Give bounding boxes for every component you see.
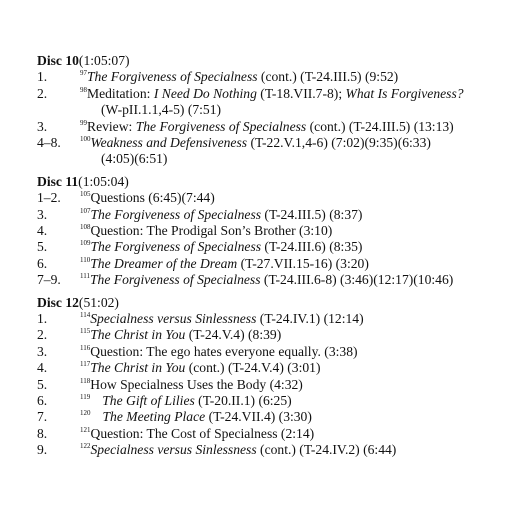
- footnote-marker: 111: [80, 272, 90, 281]
- track-text: (T-20.II.1) (6:25): [194, 393, 292, 409]
- track-row: [37, 360, 502, 376]
- track-number: 7.: [37, 409, 48, 425]
- track-description: [80, 327, 502, 343]
- work-title: The Forgiveness of Specialness: [90, 206, 262, 222]
- work-title: Specialness versus Sinlessness: [90, 311, 257, 327]
- track-line: [80, 327, 502, 343]
- footnote-marker: 105: [80, 190, 91, 199]
- track-line: [80, 344, 502, 360]
- track-number: 3.: [37, 118, 48, 134]
- track-row: [37, 442, 502, 458]
- track-description: [80, 426, 502, 442]
- track-row: [37, 344, 502, 360]
- track-line: [80, 239, 502, 255]
- track-number: 3.: [37, 343, 48, 359]
- track-number: 8.: [37, 425, 48, 441]
- track-description: [80, 119, 502, 135]
- track-text: (T-18.VII.7-8);: [256, 85, 346, 101]
- track-number: 6.: [37, 255, 48, 271]
- track-description: [80, 377, 502, 393]
- footnote-marker: 116: [80, 343, 91, 352]
- track-text: (T-24.III.5) (8:37): [261, 206, 363, 222]
- track-description: [80, 223, 502, 239]
- track-number: 5.: [37, 239, 48, 255]
- track-text: Questions (6:45)(7:44): [90, 190, 215, 206]
- work-title: The Forgiveness of Specialness: [89, 272, 261, 288]
- track-line: [80, 207, 502, 223]
- work-title: The Forgiveness of Specialness: [87, 69, 258, 85]
- footnote-marker: 100: [80, 135, 91, 144]
- track-description: [80, 135, 502, 168]
- track-text: Review:: [87, 118, 136, 134]
- work-title: I Need Do Nothing: [153, 85, 257, 101]
- track-number: 4.: [37, 360, 48, 376]
- footnote-marker: 117: [80, 360, 91, 369]
- disc-heading: [37, 295, 502, 311]
- track-text: Question: The Prodigal Son’s Brother (3:10): [90, 223, 333, 239]
- track-text: (4:05)(6:51): [101, 151, 168, 167]
- track-line: [80, 190, 502, 206]
- track-row: [37, 223, 502, 239]
- track-line: [80, 360, 502, 376]
- track-line: [80, 86, 502, 102]
- track-number: 6.: [37, 393, 48, 409]
- work-title: Weakness and Defensiveness: [90, 135, 248, 151]
- footnote-marker: 120: [80, 409, 91, 418]
- track-number: 5.: [37, 376, 48, 392]
- track-text: Question: The Cost of Specialness (2:14): [90, 425, 315, 441]
- disc-heading: [37, 53, 502, 69]
- track-text: (T-22.V.1,4-6) (7:02)(9:35)(6:33): [247, 135, 431, 151]
- footnote-marker: 118: [80, 376, 91, 385]
- track-row: [37, 327, 502, 343]
- track-description: [80, 311, 502, 327]
- track-row: [37, 119, 502, 135]
- track-text: (T-24.IV.1) (12:14): [256, 311, 364, 327]
- track-row: [37, 86, 502, 119]
- track-number: 1.: [37, 311, 48, 327]
- track-text: (cont.) (T-24.III.5) (9:52): [257, 69, 399, 85]
- track-line: [80, 272, 502, 288]
- track-description: [80, 409, 502, 425]
- work-title: The Meeting Place: [102, 409, 206, 425]
- work-title: The Christ in You: [90, 360, 186, 376]
- track-line: [80, 409, 502, 425]
- track-line: [80, 256, 502, 272]
- track-description: [80, 86, 502, 119]
- track-description: [80, 207, 502, 223]
- work-title: The Forgiveness of Specialness: [135, 118, 307, 134]
- work-title: What Is Forgiveness?: [345, 85, 464, 101]
- track-listing: [37, 53, 502, 465]
- track-row: [37, 393, 502, 409]
- footnote-marker: 98: [80, 85, 87, 94]
- track-line: [80, 135, 502, 151]
- track-text: (cont.) (T-24.IV.2) (6:44): [256, 442, 397, 458]
- footnote-marker: 107: [80, 206, 91, 215]
- track-description: [80, 190, 502, 206]
- track-text: (T-24.III.6-8) (3:46)(12:17)(10:46): [260, 272, 454, 288]
- track-text: (T-24.III.6) (8:35): [261, 239, 363, 255]
- track-description: [80, 239, 502, 255]
- disc-section: [37, 295, 502, 459]
- track-number: 3.: [37, 206, 48, 222]
- footnote-marker: 115: [80, 327, 91, 336]
- footnote-marker: 121: [80, 425, 91, 434]
- track-text: (T-24.VII.4) (3:30): [205, 409, 312, 425]
- footnote-marker: 109: [80, 239, 91, 248]
- disc-title: Disc 12: [37, 294, 79, 310]
- footnote-marker: 99: [80, 118, 87, 127]
- track-line-continuation: [80, 151, 502, 167]
- track-row: [37, 409, 502, 425]
- track-row: [37, 426, 502, 442]
- track-line: [80, 223, 502, 239]
- track-line-continuation: [80, 102, 502, 118]
- track-row: [37, 256, 502, 272]
- footnote-marker: 110: [80, 255, 91, 264]
- disc-title: Disc 10: [37, 53, 79, 68]
- track-row: [37, 207, 502, 223]
- track-number: 1.: [37, 69, 48, 85]
- track-description: [80, 442, 502, 458]
- work-title: Specialness versus Sinlessness: [90, 442, 257, 458]
- work-title: The Christ in You: [90, 327, 186, 343]
- work-title: The Gift of Lilies: [102, 393, 195, 409]
- track-line: [80, 119, 502, 135]
- track-text: Meditation:: [87, 85, 154, 101]
- footnote-marker: 122: [80, 442, 91, 451]
- footnote-marker: 114: [80, 311, 91, 320]
- track-line: [80, 69, 502, 85]
- track-row: [37, 135, 502, 168]
- track-line: [80, 311, 502, 327]
- footnote-marker: 108: [80, 223, 91, 232]
- track-text: How Specialness Uses the Body (4:32): [90, 376, 303, 392]
- track-line: [80, 393, 502, 409]
- track-number: 4.: [37, 223, 48, 239]
- track-line: [80, 442, 502, 458]
- track-description: [80, 256, 502, 272]
- work-title: The Forgiveness of Specialness: [90, 239, 262, 255]
- track-number: 9.: [37, 442, 48, 458]
- disc-title: Disc 11: [37, 173, 79, 189]
- track-row: [37, 311, 502, 327]
- track-row: [37, 377, 502, 393]
- track-description: [80, 272, 502, 288]
- disc-duration: (1:05:07): [78, 53, 130, 68]
- disc-duration: (51:02): [78, 294, 119, 310]
- track-row: [37, 69, 502, 85]
- track-row: [37, 239, 502, 255]
- disc-heading: [37, 174, 502, 190]
- disc-section: [37, 174, 502, 289]
- track-number: 2.: [37, 327, 48, 343]
- track-number: 4–8.: [37, 135, 61, 151]
- footnote-marker: 97: [80, 69, 87, 78]
- track-row: [37, 272, 502, 288]
- track-text: (T-27.VII.15-16) (3:20): [237, 255, 369, 271]
- track-description: [80, 69, 502, 85]
- disc-duration: (1:05:04): [78, 173, 129, 189]
- track-text: (W-pII.1.1,4-5) (7:51): [101, 102, 222, 118]
- track-text: (cont.) (T-24.III.5) (13:13): [306, 118, 454, 134]
- track-text: (cont.) (T-24.V.4) (3:01): [185, 360, 321, 376]
- track-number: 7–9.: [37, 272, 61, 288]
- track-description: [80, 360, 502, 376]
- track-text: (T-24.V.4) (8:39): [185, 327, 282, 343]
- track-description: [80, 344, 502, 360]
- track-description: [80, 393, 502, 409]
- track-number: 2.: [37, 85, 48, 101]
- footnote-marker: 119: [80, 393, 91, 402]
- track-text: Question: The ego hates everyone equally. (3:38): [90, 343, 358, 359]
- track-row: [37, 190, 502, 206]
- work-title: The Dreamer of the Dream: [90, 255, 238, 271]
- track-number: 1–2.: [37, 190, 61, 206]
- disc-section: [37, 53, 502, 168]
- track-line: [80, 426, 502, 442]
- track-line: [80, 377, 502, 393]
